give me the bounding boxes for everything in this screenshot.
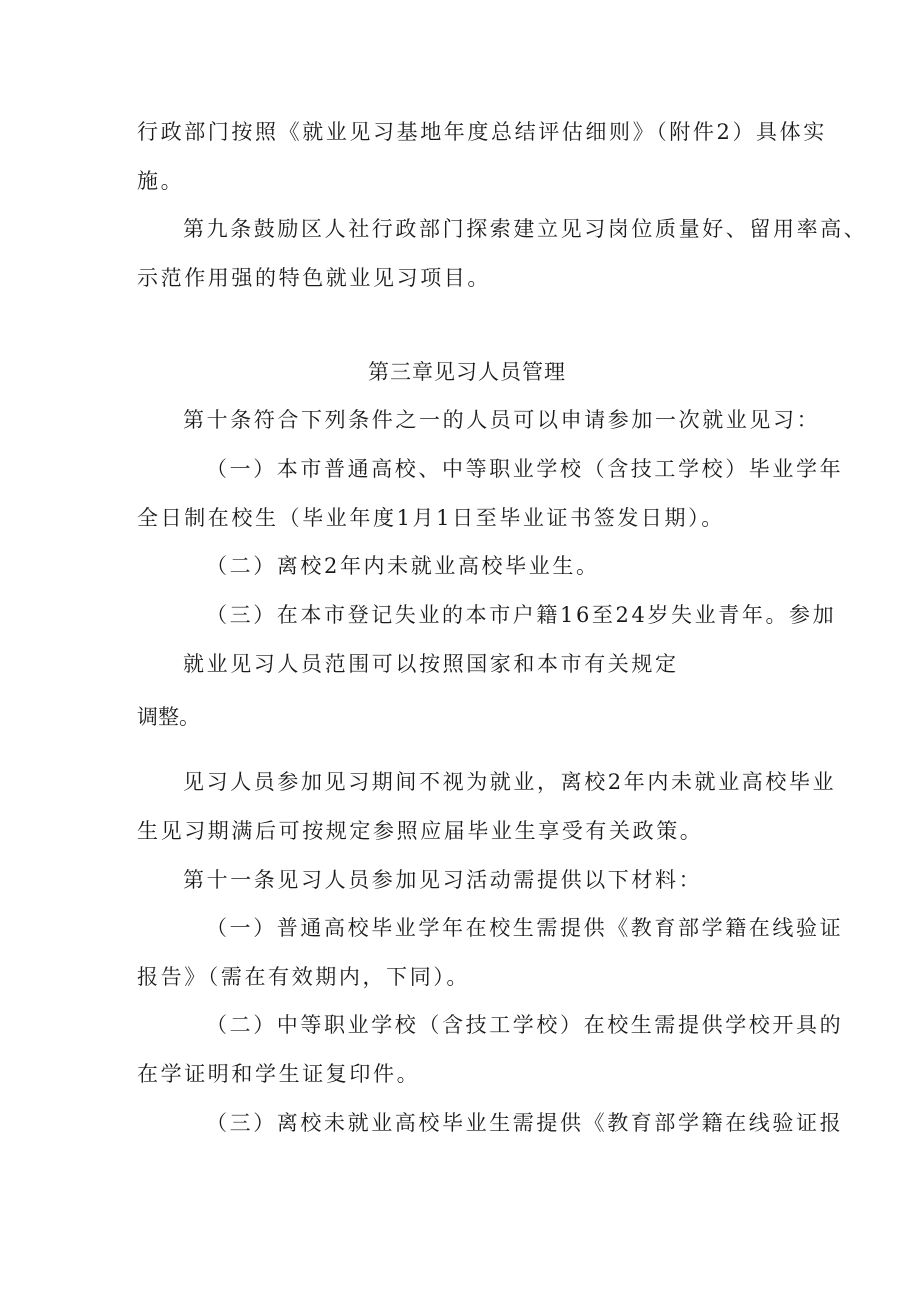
paragraph-line: 就业见习人员范围可以按照国家和本市有关规定: [183, 652, 679, 676]
paragraph-line: （三）在本市登记失业的本市户籍16至24岁失业青年。参加: [206, 603, 837, 627]
paragraph-line: 第九条鼓励区人社行政部门探索建立见习岗位质量好、留用率高、: [183, 217, 868, 241]
paragraph-line: 行政部门按照《就业见习基地年度总结评估细则》（附件2）具体实: [137, 120, 827, 144]
paragraph-line: 见习人员参加见习期间不视为就业，离校2年内未就业高校毕业: [183, 770, 837, 794]
paragraph-line: （一）普通高校毕业学年在校生需提供《教育部学籍在线验证: [206, 916, 844, 940]
paragraph-line: （三）离校未就业高校毕业生需提供《教育部学籍在线验证报: [206, 1111, 844, 1135]
paragraph-line: 第十条符合下列条件之一的人员可以申请参加一次就业见习：: [183, 408, 821, 432]
paragraph-line: 示范作用强的特色就业见习项目。: [137, 266, 491, 290]
chapter-heading: 第三章见习人员管理: [368, 360, 566, 384]
paragraph-line: 报告》（需在有效期内，下同）。: [137, 965, 470, 989]
paragraph-line: 生见习期满后可按规定参照应届毕业生享受有关政策。: [137, 819, 704, 843]
paragraph-line: 第十一条见习人员参加见习活动需提供以下材料：: [183, 868, 703, 892]
paragraph-line: （二）中等职业学校（含技工学校）在校生需提供学校开具的: [206, 1013, 844, 1037]
paragraph-line: 施。: [137, 169, 185, 193]
paragraph-line: 在学证明和学生证复印件。: [137, 1062, 421, 1086]
paragraph-line: 调整。: [137, 705, 200, 729]
paragraph-line: （一）本市普通高校、中等职业学校（含技工学校）毕业学年: [206, 457, 844, 481]
paragraph-line: （二）离校2年内未就业高校毕业生。: [206, 554, 600, 578]
paragraph-line: 全日制在校生（毕业年度1月1日至毕业证书签发日期）。: [137, 506, 725, 530]
